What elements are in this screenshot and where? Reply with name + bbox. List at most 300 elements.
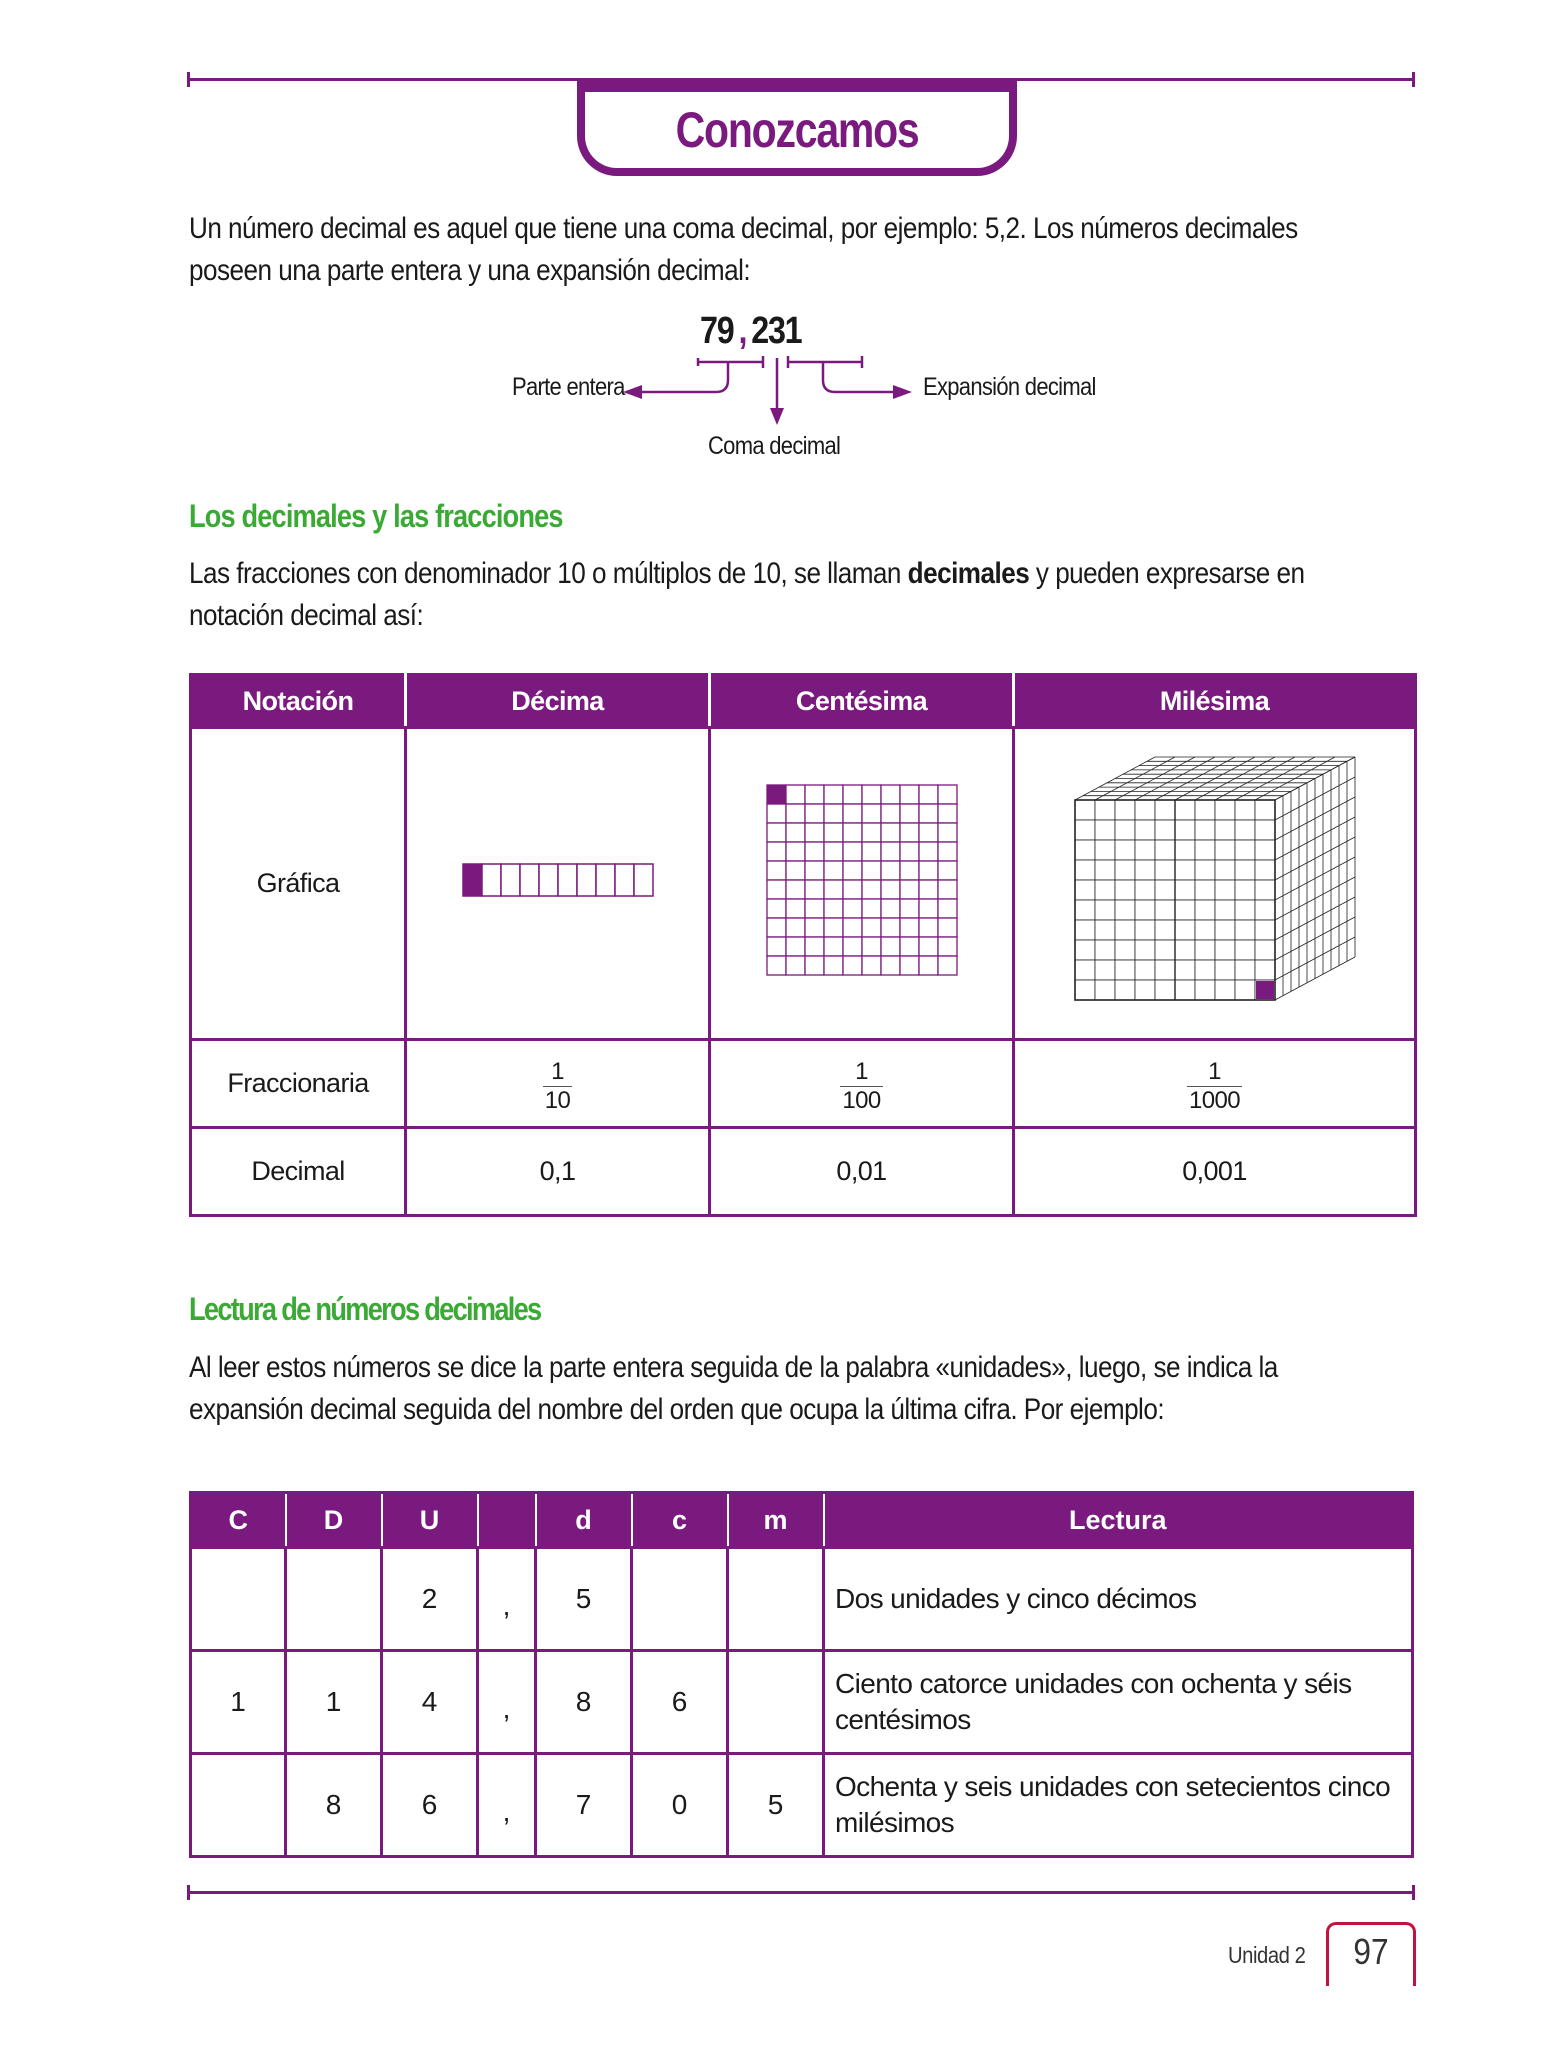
- cell: [843, 880, 862, 899]
- cell-lectura: Dos unidades y cinco décimos: [824, 1548, 1413, 1651]
- cell-c: [632, 1548, 728, 1651]
- cell: [805, 842, 824, 861]
- unit-label: Unidad 2: [1228, 1942, 1306, 1968]
- cell: [824, 956, 843, 975]
- header-unidades: U: [382, 1493, 478, 1548]
- cell-lectura: Ciento catorce unidades con ochenta y séis centésimos: [824, 1651, 1413, 1754]
- cell-comma: ,: [478, 1754, 536, 1857]
- cube-front-cell: [1175, 940, 1195, 960]
- header-centesima: Centésima: [710, 675, 1014, 728]
- cell: [824, 861, 843, 880]
- reading-header-row: [191, 1493, 1413, 1548]
- cube-front-cell: [1255, 920, 1275, 940]
- cell: [900, 823, 919, 842]
- title-tab: [577, 80, 1017, 176]
- cell: [767, 956, 786, 975]
- cell-D: [286, 1548, 382, 1651]
- cell: [862, 804, 881, 823]
- cell: [843, 785, 862, 804]
- cube-front-cell: [1235, 980, 1255, 1000]
- cell: [900, 861, 919, 880]
- section2-line-2: expansión decimal seguida del nombre del orden que ocupa la última cifra. Por ejemplo:: [189, 1393, 1165, 1426]
- cube-front-cell: [1095, 940, 1115, 960]
- fraction-centesima: [710, 1040, 1014, 1128]
- header-decima: Décima: [406, 675, 710, 728]
- cell-U: 4: [382, 1651, 478, 1754]
- cell: [919, 785, 938, 804]
- denominator: 100: [842, 1086, 881, 1114]
- cube-front-cell: [1115, 800, 1135, 820]
- cell: [843, 842, 862, 861]
- row-decimal: [191, 1128, 1416, 1216]
- cell: [805, 880, 824, 899]
- section-heading-decimals-fractions: Los decimales y las fracciones: [189, 498, 563, 534]
- cube-front-cell: [1135, 920, 1155, 940]
- integer-arrow-line: [640, 362, 728, 392]
- cell: [843, 956, 862, 975]
- cube-front-cell: [1155, 800, 1175, 820]
- cube-front-cell: [1135, 880, 1155, 900]
- cube-front-cell: [1075, 800, 1095, 820]
- cell: [767, 937, 786, 956]
- cell: [767, 880, 786, 899]
- cell: [938, 899, 957, 918]
- cube-front-cell: [1115, 860, 1135, 880]
- cube-front-cell: [1235, 820, 1255, 840]
- page-number-box: [1326, 1922, 1416, 1986]
- cell: [786, 918, 805, 937]
- cell: [634, 864, 653, 896]
- cell: [862, 899, 881, 918]
- cell: [482, 864, 501, 896]
- cube-front-cell: [1195, 880, 1215, 900]
- shaded-cell: [767, 785, 786, 804]
- cell: [881, 880, 900, 899]
- cube-front-cell: [1115, 920, 1135, 940]
- cube-front-cell: [1155, 880, 1175, 900]
- cube-front-cell: [1095, 960, 1115, 980]
- cell-d: 7: [536, 1754, 632, 1857]
- cube-front-cell: [1255, 840, 1275, 860]
- cell: [786, 880, 805, 899]
- cell-U: 2: [382, 1548, 478, 1651]
- cell: [805, 899, 824, 918]
- cell: [824, 804, 843, 823]
- cell: [938, 804, 957, 823]
- label-integer-part: Parte entera: [512, 373, 625, 401]
- cube-front-cell: [1235, 880, 1255, 900]
- cell: [767, 861, 786, 880]
- cube-front-cell: [1235, 860, 1255, 880]
- graphic-decima: [406, 728, 710, 1040]
- cube-front-cell: [1255, 940, 1275, 960]
- intro-paragraph: [189, 208, 1414, 292]
- cell: [919, 804, 938, 823]
- label-decimal-comma: Coma decimal: [708, 432, 841, 460]
- cube-front-cell: [1135, 980, 1155, 1000]
- cube-front-cell: [1215, 900, 1235, 920]
- cell: [786, 899, 805, 918]
- cube-front-cell: [1175, 820, 1195, 840]
- cell: [786, 823, 805, 842]
- cell: [900, 899, 919, 918]
- cube-front-cell: [1235, 800, 1255, 820]
- cube-front-cell: [1075, 900, 1095, 920]
- section1-line-1: [189, 553, 1305, 595]
- cell: [900, 785, 919, 804]
- decimal-decima: 0,1: [406, 1128, 710, 1216]
- graphic-centesima: [710, 728, 1014, 1040]
- label-decimal-expansion: Expansión decimal: [923, 373, 1096, 401]
- cube-front-cell: [1155, 920, 1175, 940]
- tenth-strip-graphic: [458, 860, 658, 900]
- cell-comma: ,: [478, 1651, 536, 1754]
- cell: [900, 880, 919, 899]
- cell: [938, 918, 957, 937]
- cube-front-cell: [1255, 820, 1275, 840]
- header-centenas: C: [191, 1493, 286, 1548]
- cell: [862, 823, 881, 842]
- cell: [938, 785, 957, 804]
- section-heading-reading-decimals: Lectura de números decimales: [189, 1291, 541, 1327]
- graphic-milesima: [1014, 728, 1416, 1040]
- header-milesimos: m: [728, 1493, 824, 1548]
- header-decenas: D: [286, 1493, 382, 1548]
- cube-front-cell: [1195, 820, 1215, 840]
- cell: [881, 956, 900, 975]
- header-centesimos: c: [632, 1493, 728, 1548]
- cube-front-cell: [1195, 980, 1215, 1000]
- numerator: 1: [551, 1057, 564, 1085]
- cell: [919, 861, 938, 880]
- cell: [862, 861, 881, 880]
- cell-lectura: Ochenta y seis unidades con setecientos cinco milésimos: [824, 1754, 1413, 1857]
- denominator: 10: [544, 1086, 571, 1114]
- cube-front-cell: [1075, 920, 1095, 940]
- cube-front-cell: [1135, 800, 1155, 820]
- cell-C: [191, 1754, 286, 1857]
- cube-front-cell: [1135, 900, 1155, 920]
- cell: [824, 899, 843, 918]
- cell: [786, 842, 805, 861]
- cube-front-cell: [1115, 820, 1135, 840]
- cell: [881, 823, 900, 842]
- cell: [862, 956, 881, 975]
- cell: [520, 864, 539, 896]
- cube-front-cell: [1235, 840, 1255, 860]
- numerator: 1: [1208, 1057, 1221, 1085]
- cube-front-cell: [1195, 900, 1215, 920]
- cube-front-cell: [1075, 840, 1095, 860]
- arrow-right-icon: [893, 385, 912, 399]
- cell: [558, 864, 577, 896]
- cell-C: [191, 1548, 286, 1651]
- cube-front-cell: [1255, 880, 1275, 900]
- cube-front-cell: [1215, 840, 1235, 860]
- cell: [786, 861, 805, 880]
- cube-front-cell: [1115, 840, 1135, 860]
- cube-front-cell: [1095, 900, 1115, 920]
- cell: [919, 956, 938, 975]
- cell: [843, 899, 862, 918]
- fraction-milesima: [1014, 1040, 1416, 1128]
- cube-front-cell: [1155, 820, 1175, 840]
- cube-front-cell: [1255, 960, 1275, 980]
- cell: [881, 918, 900, 937]
- cube-front-cell: [1175, 860, 1195, 880]
- cell: [577, 864, 596, 896]
- cell: [767, 804, 786, 823]
- cube-front-cell: [1255, 800, 1275, 820]
- cell: [881, 861, 900, 880]
- denominator: 1000: [1189, 1086, 1240, 1114]
- cube-front-cell: [1235, 940, 1255, 960]
- cell: [824, 880, 843, 899]
- cube-front-cell: [1195, 920, 1215, 940]
- section1-bold-term: decimales: [907, 557, 1030, 590]
- label-grafica: Gráfica: [191, 728, 406, 1040]
- cube-front-cell: [1075, 940, 1095, 960]
- cell: [539, 864, 558, 896]
- section1-paragraph: [189, 553, 1414, 637]
- notation-header-row: [191, 675, 1416, 728]
- cell: [881, 899, 900, 918]
- cell-m: 5: [728, 1754, 824, 1857]
- bottom-rule: [187, 1891, 1415, 1894]
- cube-front-cell: [1115, 900, 1135, 920]
- cube-front-cell: [1155, 840, 1175, 860]
- cell: [900, 804, 919, 823]
- cell: [805, 804, 824, 823]
- cube-front-cell: [1075, 860, 1095, 880]
- cell: [862, 880, 881, 899]
- cube-front-cell: [1115, 960, 1135, 980]
- cell-c: 6: [632, 1651, 728, 1754]
- cube-front-cell: [1135, 940, 1155, 960]
- section2-paragraph: [189, 1347, 1414, 1431]
- cube-front-cell: [1255, 860, 1275, 880]
- cube-front-cell: [1075, 880, 1095, 900]
- cell: [786, 956, 805, 975]
- cube-front-cell: [1255, 900, 1275, 920]
- cube-front-cell: [1095, 800, 1115, 820]
- cell: [900, 937, 919, 956]
- cube-front-cell: [1215, 800, 1235, 820]
- cell: [881, 842, 900, 861]
- cell: [938, 956, 957, 975]
- cell: [767, 842, 786, 861]
- cube-front-cell: [1115, 880, 1135, 900]
- cube-front-cell: [1215, 940, 1235, 960]
- page-number: 97: [1353, 1931, 1389, 1972]
- cell: [824, 842, 843, 861]
- cell: [862, 842, 881, 861]
- cell: [938, 937, 957, 956]
- cell: [843, 823, 862, 842]
- cube-front-cell: [1095, 880, 1115, 900]
- cell: [938, 880, 957, 899]
- cell: [919, 842, 938, 861]
- cell: [900, 956, 919, 975]
- cell: [938, 842, 957, 861]
- cell: [805, 861, 824, 880]
- cell: [767, 823, 786, 842]
- decimal-part: 231: [751, 310, 802, 352]
- cube-front-cell: [1075, 960, 1095, 980]
- cell-m: [728, 1651, 824, 1754]
- header-notacion: Notación: [191, 675, 406, 728]
- cube-front-cell: [1175, 960, 1195, 980]
- cell: [862, 785, 881, 804]
- page-title: Conozcamos: [675, 102, 919, 158]
- shaded-cell: [463, 864, 482, 896]
- cube-front-cell: [1115, 980, 1135, 1000]
- arrow-down-icon: [770, 408, 784, 425]
- cube-front-cell: [1075, 820, 1095, 840]
- section1-line-2: notación decimal así:: [189, 599, 424, 632]
- cube-front-cell: [1195, 860, 1215, 880]
- cell-d: 5: [536, 1548, 632, 1651]
- cell: [786, 785, 805, 804]
- cell: [843, 861, 862, 880]
- cell-U: 6: [382, 1754, 478, 1857]
- reading-table: [189, 1491, 1414, 1858]
- cell: [919, 899, 938, 918]
- decimal-parts-diagram: [500, 300, 1120, 470]
- cube-front-cell: [1215, 920, 1235, 940]
- header-milesima: Milésima: [1014, 675, 1416, 728]
- cell: [938, 861, 957, 880]
- cell: [767, 899, 786, 918]
- cell: [824, 785, 843, 804]
- cell-comma: ,: [478, 1548, 536, 1651]
- cube-front-cell: [1215, 980, 1235, 1000]
- cell: [881, 937, 900, 956]
- header-lectura: Lectura: [824, 1493, 1413, 1548]
- cell: [824, 823, 843, 842]
- integer-part: 79: [700, 310, 734, 352]
- cell-d: 8: [536, 1651, 632, 1754]
- cell: [919, 823, 938, 842]
- cube-front-cell: [1215, 860, 1235, 880]
- cell: [767, 918, 786, 937]
- cube-front-cell: [1215, 960, 1235, 980]
- cube-front-cell: [1115, 940, 1135, 960]
- cell: [615, 864, 634, 896]
- cube-front-cell: [1095, 980, 1115, 1000]
- cell: [805, 785, 824, 804]
- cube-front-cell: [1155, 900, 1175, 920]
- decimal-milesima: 0,001: [1014, 1128, 1416, 1216]
- decimal-comma: ,: [738, 310, 747, 352]
- cell: [501, 864, 520, 896]
- fraction-decima: [406, 1040, 710, 1128]
- cube-front-cell: [1075, 980, 1095, 1000]
- cell-c: 0: [632, 1754, 728, 1857]
- row-grafica: [191, 728, 1416, 1040]
- cell: [938, 823, 957, 842]
- section1-text: Las fracciones con denominador 10 o múltiplos de 10, se llaman: [189, 557, 908, 590]
- cube-front-cell: [1155, 860, 1175, 880]
- cell: [919, 918, 938, 937]
- cell: [805, 823, 824, 842]
- notation-table: [189, 673, 1417, 1217]
- cube-front-cell: [1175, 900, 1195, 920]
- arrow-left-icon: [623, 385, 642, 399]
- cell: [786, 804, 805, 823]
- intro-line-1: Un número decimal es aquel que tiene una coma decimal, por ejemplo: 5,2. Los números decimales: [189, 212, 1298, 245]
- cube-front-cell: [1095, 920, 1115, 940]
- cell: [805, 937, 824, 956]
- cell: [919, 937, 938, 956]
- cell: [786, 937, 805, 956]
- cube-front-cell: [1235, 960, 1255, 980]
- cube-front-cell: [1095, 860, 1115, 880]
- cube-front-cell: [1175, 920, 1195, 940]
- decimal-centesima: 0,01: [710, 1128, 1014, 1216]
- cube-front-cell: [1135, 840, 1155, 860]
- table-row: [191, 1754, 1413, 1857]
- cube-front-cell: [1195, 940, 1215, 960]
- cube-front-cell: [1195, 800, 1215, 820]
- table-row: [191, 1548, 1413, 1651]
- cell: [843, 918, 862, 937]
- label-fraccionaria: Fraccionaria: [191, 1040, 406, 1128]
- hundredth-grid-graphic: [762, 780, 962, 980]
- cell: [881, 785, 900, 804]
- cell: [919, 880, 938, 899]
- cell: [900, 918, 919, 937]
- row-fraccionaria: [191, 1040, 1416, 1128]
- cube-front-cell: [1135, 820, 1155, 840]
- header-decimos: d: [536, 1493, 632, 1548]
- cube-front-cell: [1175, 800, 1195, 820]
- section1-text-end: y pueden expresarse en: [1029, 557, 1305, 590]
- cube-front-cell: [1235, 900, 1255, 920]
- label-decimal: Decimal: [191, 1128, 406, 1216]
- cube-front-cell: [1135, 960, 1155, 980]
- cell: [900, 842, 919, 861]
- cell: [843, 804, 862, 823]
- intro-line-2: poseen una parte entera y una expansión decimal:: [189, 254, 751, 287]
- section2-line-1: Al leer estos números se dice la parte entera seguida de la palabra «unidades», luego, se indica la: [189, 1351, 1278, 1384]
- cube-front-cell: [1095, 840, 1115, 860]
- numerator: 1: [855, 1057, 868, 1085]
- cube-front-cell: [1195, 840, 1215, 860]
- cube-front-cell: [1175, 840, 1195, 860]
- cube-front-cell: [1215, 880, 1235, 900]
- cell: [881, 804, 900, 823]
- table-row: [191, 1651, 1413, 1754]
- cube-front-cell: [1155, 940, 1175, 960]
- cube-front-cell: [1155, 980, 1175, 1000]
- cube-front-cell: [1175, 980, 1195, 1000]
- cube-front-cell: [1175, 880, 1195, 900]
- cell: [862, 918, 881, 937]
- cube-front-cell: [1215, 820, 1235, 840]
- cell: [596, 864, 615, 896]
- cube-front-cell: [1235, 920, 1255, 940]
- cell: [824, 937, 843, 956]
- cell-D: 8: [286, 1754, 382, 1857]
- cell: [843, 937, 862, 956]
- cube-front-cell: [1095, 820, 1115, 840]
- cell: [805, 956, 824, 975]
- cell-C: 1: [191, 1651, 286, 1754]
- cell-D: 1: [286, 1651, 382, 1754]
- thousandth-cube-graphic: [1065, 755, 1365, 1005]
- header-comma: [478, 1493, 536, 1548]
